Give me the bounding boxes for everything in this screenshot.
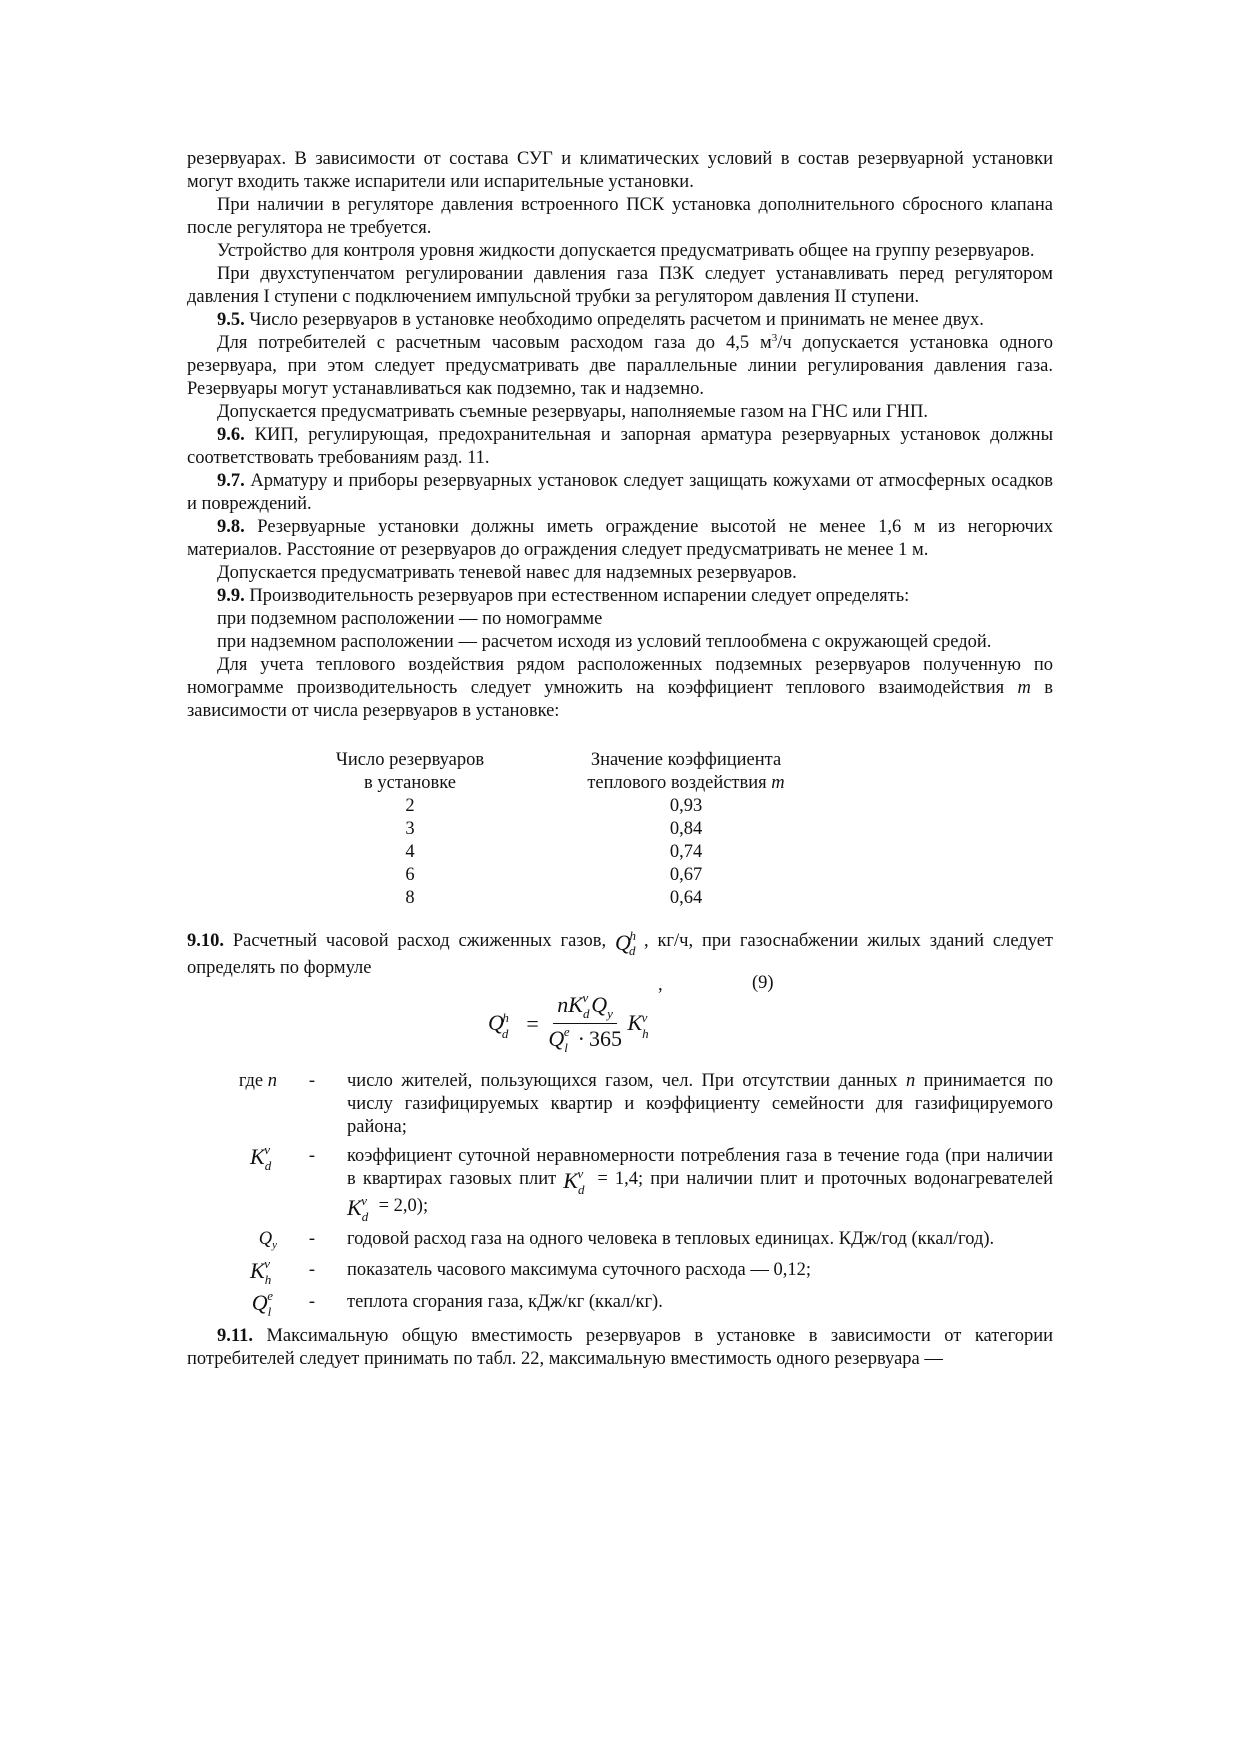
definition-kh [187, 1256, 1053, 1287]
text: /ч допускается установка одного резервуара, при этом следует предусматривать две параллельные линии регулирования давления газа. Резервуары могут устанавливаться как подземно, так и надземно. [187, 333, 1054, 399]
clause-number: 9.9. [217, 586, 245, 606]
clause-number: 9.5. [217, 310, 245, 330]
q-dh-symbol: $Q_d^h$ [615, 928, 636, 958]
variable: m [1017, 678, 1031, 698]
dash: - [308, 1229, 316, 1249]
clause-9-10 [187, 930, 1053, 980]
clause-text: Максимальную общую вместимость резервуаров в установке в зависимости от категории потребителей следует принимать по табл. 22, максимальную вместимость одного резервуара — [187, 1326, 1053, 1369]
table-cell: 6 [405, 865, 415, 885]
clause-number: 9.6. [217, 425, 245, 445]
table-cell: 0,93 [669, 796, 703, 816]
text: , кг/ч, при газоснабжении жилых зданий [643, 931, 984, 951]
clause-text: Производительность резервуаров при естественном испарении следует определять: [244, 586, 910, 606]
clause-text: Резервуарные установки должны иметь ограждение высотой не менее 1,6 м из негорючих материалов. Расстояние от резервуаров до ограждения следует предусматривать не менее 1 м. [187, 517, 1053, 560]
dash: - [308, 1292, 316, 1312]
dash: - [308, 1260, 316, 1280]
clause-text: Число резервуаров в установке необходимо определять расчетом и принимать не менее двух. [244, 310, 984, 330]
superscript: 3 [771, 331, 778, 344]
table-cell: 0,64 [669, 888, 703, 908]
body-text [187, 148, 1053, 1371]
table-row [187, 864, 1053, 887]
fraction [548, 990, 622, 1057]
text: Для потребителей с расчетным часовым расходом газа до 4,5 м [217, 333, 772, 353]
equation-number: (9) [752, 973, 774, 993]
paragraph [187, 654, 1053, 723]
variable: m [771, 773, 785, 793]
table-cell: 2 [405, 796, 415, 816]
clause-text: Арматуру и приборы резервуарных установок следует защищать кожухами от атмосферных осадков и повреждений. [187, 471, 1053, 514]
paragraph: при подземном расположении — по номограмме [217, 609, 603, 629]
table-row [187, 795, 1053, 818]
table-cell: 0,67 [669, 865, 703, 885]
kd-symbol: $K_d^v$ [347, 1193, 369, 1224]
clause-9-6 [187, 424, 1053, 470]
table-cell: 0,74 [669, 842, 703, 862]
table-row [187, 887, 1053, 910]
table-header: Число резервуаров [335, 750, 485, 770]
symbol: $K_h^v$ [250, 1256, 272, 1287]
clause-number: 9.8. [217, 517, 245, 537]
text: Для учета теплового воздействия рядом расположенных подземных резервуаров полученную по номограмме производительность следует умножить на коэффициент теплового взаимодействия [187, 655, 1053, 698]
text: теплового воздействия [587, 773, 772, 793]
table-cell: 4 [405, 842, 415, 862]
paragraph: Допускается предусматривать съемные резервуары, наполняемые газом на ГНС или ГНП. [217, 402, 929, 422]
comma: , [658, 975, 663, 995]
table-row [187, 841, 1053, 864]
k-hv: $K_h^v$ [627, 1009, 649, 1041]
paragraph: При наличии в регуляторе давления встроенного ПСК установка дополнительного сбросного клапана после регулятора не требуется. [187, 195, 1053, 238]
table-header [587, 772, 784, 795]
symbol: $Q_y$ [258, 1229, 277, 1251]
paragraph: резервуарах. В зависимости от состава СУГ и климатических условий в состав резервуарной установки могут входить также испарители или испарительные установки. [187, 149, 1053, 192]
dash: - [308, 1071, 316, 1091]
paragraph: Устройство для контроля уровня жидкости допускается предусматривать общее на группу резервуаров. [217, 241, 1035, 261]
definition-n [187, 1070, 1053, 1139]
table-cell: 0,84 [669, 819, 703, 839]
symbol: где n [238, 1071, 277, 1091]
table-header-row [187, 772, 1053, 795]
symbol: $Q_l^e$ [251, 1288, 273, 1319]
equals: = [526, 1011, 539, 1036]
table-cell: 3 [405, 819, 415, 839]
definition-text: число жителей, пользующихся газом, чел. При отсутствии данных n принимается по числу газифицируемых квартир и коэффициенту семейности для газифицируемого района; [347, 1071, 1053, 1137]
clause-number: 9.7. [217, 471, 245, 491]
clause-9-5 [187, 309, 1053, 332]
table-header: в установке [364, 773, 456, 793]
numerator: $nK_d^v$ $Q_y$ [553, 990, 617, 1024]
clause-9-7 [187, 470, 1053, 516]
clause-text: КИП, регулирующая, предохранительная и запорная арматура резервуарных установок должны соответствовать требованиям разд. 11. [187, 425, 1053, 468]
formula-9 [488, 990, 654, 1057]
table-header: Значение коэффициента [590, 750, 782, 770]
definition-text: коэффициент суточной неравномерности потребления газа в течение года (при наличии в квартирах газовых плит $K_d^v = 1,4$; при наличии плит и проточных водонагревателей $K_d^v = 2,0$); [347, 1146, 1054, 1224]
lhs: $Q_d^h$ [488, 1009, 509, 1041]
coefficient-table [187, 749, 1053, 910]
clause-9-9 [187, 585, 1053, 608]
clause-9-11 [187, 1325, 1053, 1371]
paragraph: При двухступенчатом регулировании давления газа ПЗК следует устанавливать перед регулятором давления I ступени с подключением импульсной трубки за регулятором давления II ступени. [187, 264, 1053, 307]
definition-qy [187, 1228, 1053, 1253]
definition-text: годовой расход газа на одного человека в тепловых единицах. КДж/год (ккал/год). [347, 1229, 995, 1249]
text: Расчетный часовой расход сжиженных газов, [224, 931, 607, 951]
denominator: $Q_l^e \cdot 365$ [548, 1024, 622, 1055]
table-cell: 8 [405, 888, 415, 908]
definition-text: показатель часового максимума суточного расхода — 0,12; [347, 1260, 811, 1280]
clause-number: 9.10. [187, 931, 224, 951]
formula-9-block [187, 973, 1053, 1056]
paragraph: при надземном расположении — расчетом исходя из условий теплообмена с окружающей средой. [217, 632, 992, 652]
kd-symbol: $K_d^v$ [563, 1166, 585, 1197]
paragraph: Допускается предусматривать теневой навес для надземных резервуаров. [217, 563, 797, 583]
dash: - [308, 1146, 316, 1166]
clause-9-8 [187, 516, 1053, 562]
paragraph [187, 332, 1053, 401]
definition-kd [187, 1142, 1054, 1224]
definition-text: теплота сгорания газа, кДж/кг (ккал/кг). [347, 1292, 663, 1312]
table-row [187, 818, 1053, 841]
clause-number: 9.11. [217, 1326, 253, 1346]
definition-ql [187, 1288, 1053, 1319]
text: следует определять по формуле [187, 931, 1054, 978]
table-header-row [187, 749, 1053, 772]
text: в зависимости от числа резервуаров в установке: [187, 678, 1053, 721]
symbol: $K_d^v$ [250, 1142, 272, 1173]
